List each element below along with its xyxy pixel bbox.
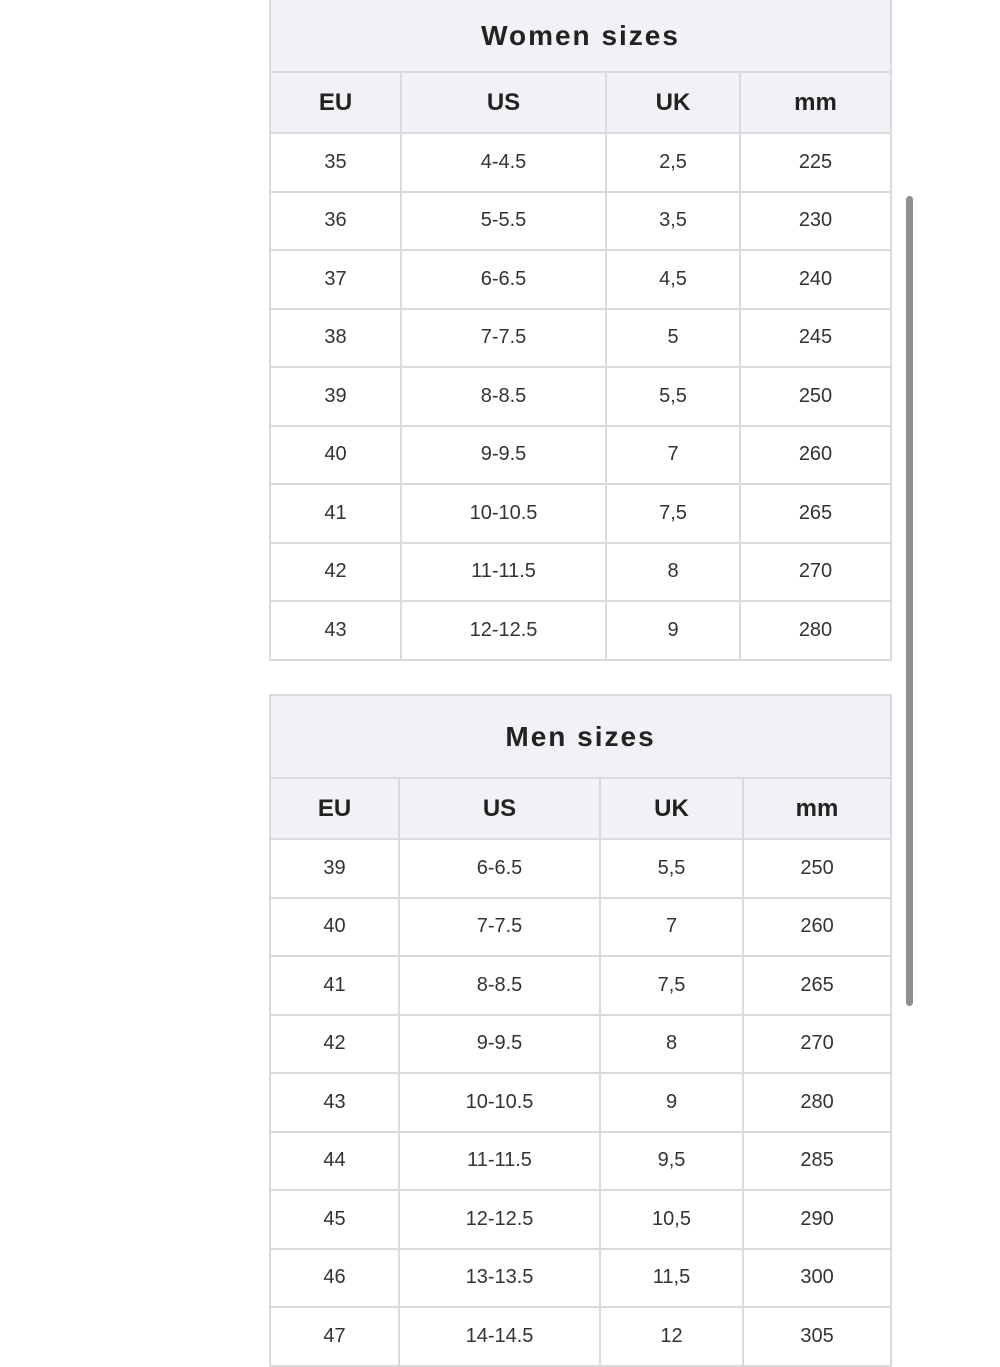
cell-uk: 7,5 — [600, 956, 743, 1015]
cell-us: 6-6.5 — [399, 839, 600, 898]
cell-us: 7-7.5 — [399, 898, 600, 957]
cell-uk: 8 — [606, 543, 740, 602]
column-header-eu: EU — [270, 72, 401, 133]
cell-uk: 10,5 — [600, 1190, 743, 1249]
table-row — [270, 426, 891, 485]
column-header-eu: EU — [270, 778, 399, 839]
column-header-uk: UK — [600, 778, 743, 839]
cell-mm: 225 — [740, 133, 891, 192]
cell-us: 11-11.5 — [401, 543, 606, 602]
cell-mm: 305 — [743, 1307, 891, 1366]
cell-uk: 5,5 — [606, 367, 740, 426]
cell-uk: 7 — [600, 898, 743, 957]
cell-mm: 290 — [743, 1190, 891, 1249]
cell-mm: 300 — [743, 1249, 891, 1308]
table-row — [270, 1190, 891, 1249]
cell-eu: 46 — [270, 1249, 399, 1308]
cell-uk: 5,5 — [600, 839, 743, 898]
vertical-scrollbar[interactable] — [906, 196, 913, 1006]
cell-mm: 240 — [740, 250, 891, 309]
cell-mm: 270 — [743, 1015, 891, 1074]
table-row — [270, 839, 891, 898]
women-sizes-table — [269, 0, 892, 661]
cell-eu: 41 — [270, 484, 401, 543]
table-row — [270, 1307, 891, 1366]
cell-eu: 37 — [270, 250, 401, 309]
cell-us: 9-9.5 — [399, 1015, 600, 1074]
cell-eu: 39 — [270, 367, 401, 426]
cell-eu: 44 — [270, 1132, 399, 1191]
cell-mm: 245 — [740, 309, 891, 368]
column-header-mm: mm — [743, 778, 891, 839]
table-row — [270, 956, 891, 1015]
cell-eu: 42 — [270, 1015, 399, 1074]
cell-us: 8-8.5 — [399, 956, 600, 1015]
cell-uk: 9 — [606, 601, 740, 660]
cell-eu: 40 — [270, 898, 399, 957]
cell-eu: 42 — [270, 543, 401, 602]
cell-uk: 11,5 — [600, 1249, 743, 1308]
cell-us: 12-12.5 — [399, 1190, 600, 1249]
cell-us: 9-9.5 — [401, 426, 606, 485]
cell-us: 5-5.5 — [401, 192, 606, 251]
column-header-uk: UK — [606, 72, 740, 133]
cell-mm: 280 — [740, 601, 891, 660]
cell-us: 10-10.5 — [399, 1073, 600, 1132]
table-row — [270, 133, 891, 192]
women-table-title: Women sizes — [270, 0, 891, 72]
cell-uk: 4,5 — [606, 250, 740, 309]
cell-mm: 230 — [740, 192, 891, 251]
cell-eu: 45 — [270, 1190, 399, 1249]
table-row — [270, 1132, 891, 1191]
cell-mm: 250 — [743, 839, 891, 898]
table-row — [270, 898, 891, 957]
column-header-mm: mm — [740, 72, 891, 133]
cell-mm: 265 — [740, 484, 891, 543]
column-header-us: US — [399, 778, 600, 839]
cell-mm: 265 — [743, 956, 891, 1015]
cell-mm: 280 — [743, 1073, 891, 1132]
cell-mm: 260 — [740, 426, 891, 485]
table-row — [270, 192, 891, 251]
cell-eu: 39 — [270, 839, 399, 898]
cell-mm: 250 — [740, 367, 891, 426]
cell-eu: 40 — [270, 426, 401, 485]
cell-uk: 7 — [606, 426, 740, 485]
cell-mm: 285 — [743, 1132, 891, 1191]
cell-uk: 7,5 — [606, 484, 740, 543]
table-row — [270, 1249, 891, 1308]
cell-us: 4-4.5 — [401, 133, 606, 192]
cell-uk: 5 — [606, 309, 740, 368]
cell-us: 11-11.5 — [399, 1132, 600, 1191]
cell-uk: 2,5 — [606, 133, 740, 192]
cell-eu: 38 — [270, 309, 401, 368]
table-row — [270, 367, 891, 426]
cell-eu: 43 — [270, 601, 401, 660]
table-row — [270, 1073, 891, 1132]
cell-us: 12-12.5 — [401, 601, 606, 660]
cell-uk: 12 — [600, 1307, 743, 1366]
table-row — [270, 1015, 891, 1074]
cell-uk: 9 — [600, 1073, 743, 1132]
men-table-title: Men sizes — [270, 695, 891, 778]
cell-mm: 260 — [743, 898, 891, 957]
cell-us: 7-7.5 — [401, 309, 606, 368]
cell-uk: 8 — [600, 1015, 743, 1074]
cell-us: 10-10.5 — [401, 484, 606, 543]
cell-us: 13-13.5 — [399, 1249, 600, 1308]
cell-eu: 35 — [270, 133, 401, 192]
cell-us: 8-8.5 — [401, 367, 606, 426]
table-row — [270, 484, 891, 543]
cell-eu: 41 — [270, 956, 399, 1015]
cell-uk: 9,5 — [600, 1132, 743, 1191]
cell-us: 6-6.5 — [401, 250, 606, 309]
cell-uk: 3,5 — [606, 192, 740, 251]
column-header-us: US — [401, 72, 606, 133]
men-sizes-table — [269, 694, 892, 1367]
table-row — [270, 543, 891, 602]
table-row — [270, 309, 891, 368]
cell-eu: 47 — [270, 1307, 399, 1366]
cell-eu: 36 — [270, 192, 401, 251]
cell-mm: 270 — [740, 543, 891, 602]
table-row — [270, 601, 891, 660]
table-row — [270, 250, 891, 309]
cell-eu: 43 — [270, 1073, 399, 1132]
cell-us: 14-14.5 — [399, 1307, 600, 1366]
